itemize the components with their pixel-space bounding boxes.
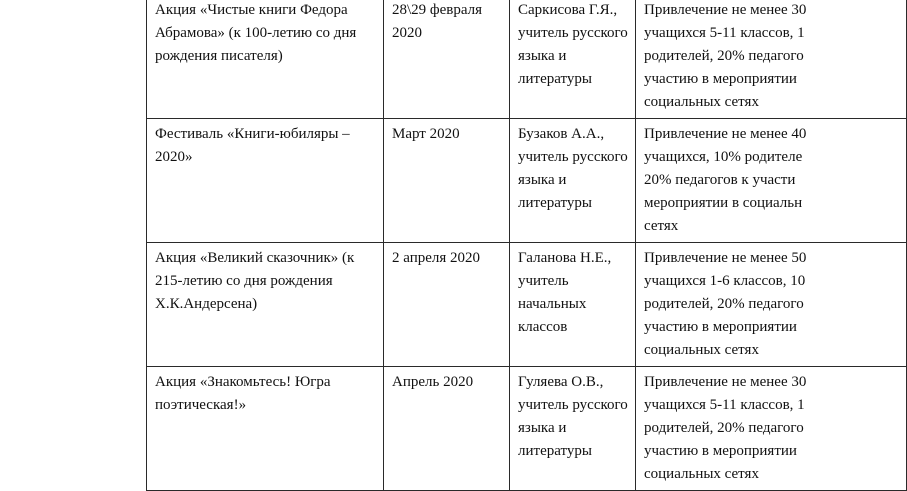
result-line: участию в мероприятии: [644, 71, 797, 87]
result-line: Привлечение не менее 40: [644, 126, 807, 142]
result-line: родителей, 20% педагого: [644, 48, 804, 64]
event-cell: Акция «Знакомьтесь! Югра поэтическая!»: [147, 367, 384, 491]
events-table: [146, 0, 907, 491]
table-row: [147, 0, 907, 119]
date-cell: 28\29 февраля 2020: [384, 0, 510, 119]
responsible-cell: Галанова Н.Е., учитель начальных классов: [510, 243, 636, 367]
date-cell: Апрель 2020: [384, 367, 510, 491]
result-line: учащихся 5-11 классов, 1: [644, 397, 805, 413]
result-line: участию в мероприятии: [644, 319, 797, 335]
responsible-cell: Гуляева О.В., учитель русского языка и литературы: [510, 367, 636, 491]
table-row: [147, 243, 907, 367]
result-line: мероприятии в социальн: [644, 195, 803, 211]
date-cell: 2 апреля 2020: [384, 243, 510, 367]
responsible-cell: Бузаков А.А., учитель русского языка и литературы: [510, 119, 636, 243]
result-cell: [636, 119, 907, 243]
result-cell: [636, 243, 907, 367]
result-line: социальных сетях: [644, 342, 759, 358]
date-cell: Март 2020: [384, 119, 510, 243]
result-line: Привлечение не менее 50: [644, 250, 807, 266]
table-row: [147, 119, 907, 243]
result-line: родителей, 20% педагого: [644, 296, 804, 312]
responsible-cell: Саркисова Г.Я., учитель русского языка и литературы: [510, 0, 636, 119]
result-line: учащихся, 10% родителе: [644, 149, 803, 165]
result-line: 20% педагогов к участи: [644, 172, 796, 188]
result-line: социальных сетях: [644, 466, 759, 482]
result-line: участию в мероприятии: [644, 443, 797, 459]
result-line: родителей, 20% педагого: [644, 420, 804, 436]
table-row: [147, 367, 907, 491]
result-cell: [636, 0, 907, 119]
result-line: учащихся 1-6 классов, 10: [644, 273, 806, 289]
result-line: социальных сетях: [644, 94, 759, 110]
event-cell: Акция «Чистые книги Федора Абрамова» (к 100-летию со дня рождения писателя): [147, 0, 384, 119]
result-line: сетях: [644, 218, 679, 234]
result-cell: [636, 367, 907, 491]
result-line: учащихся 5-11 классов, 1: [644, 25, 805, 41]
result-line: Привлечение не менее 30: [644, 2, 807, 18]
result-line: Привлечение не менее 30: [644, 374, 807, 390]
event-cell: Фестиваль «Книги-юбиляры – 2020»: [147, 119, 384, 243]
event-cell: Акция «Великий сказочник» (к 215-летию со дня рождения Х.К.Андерсена): [147, 243, 384, 367]
